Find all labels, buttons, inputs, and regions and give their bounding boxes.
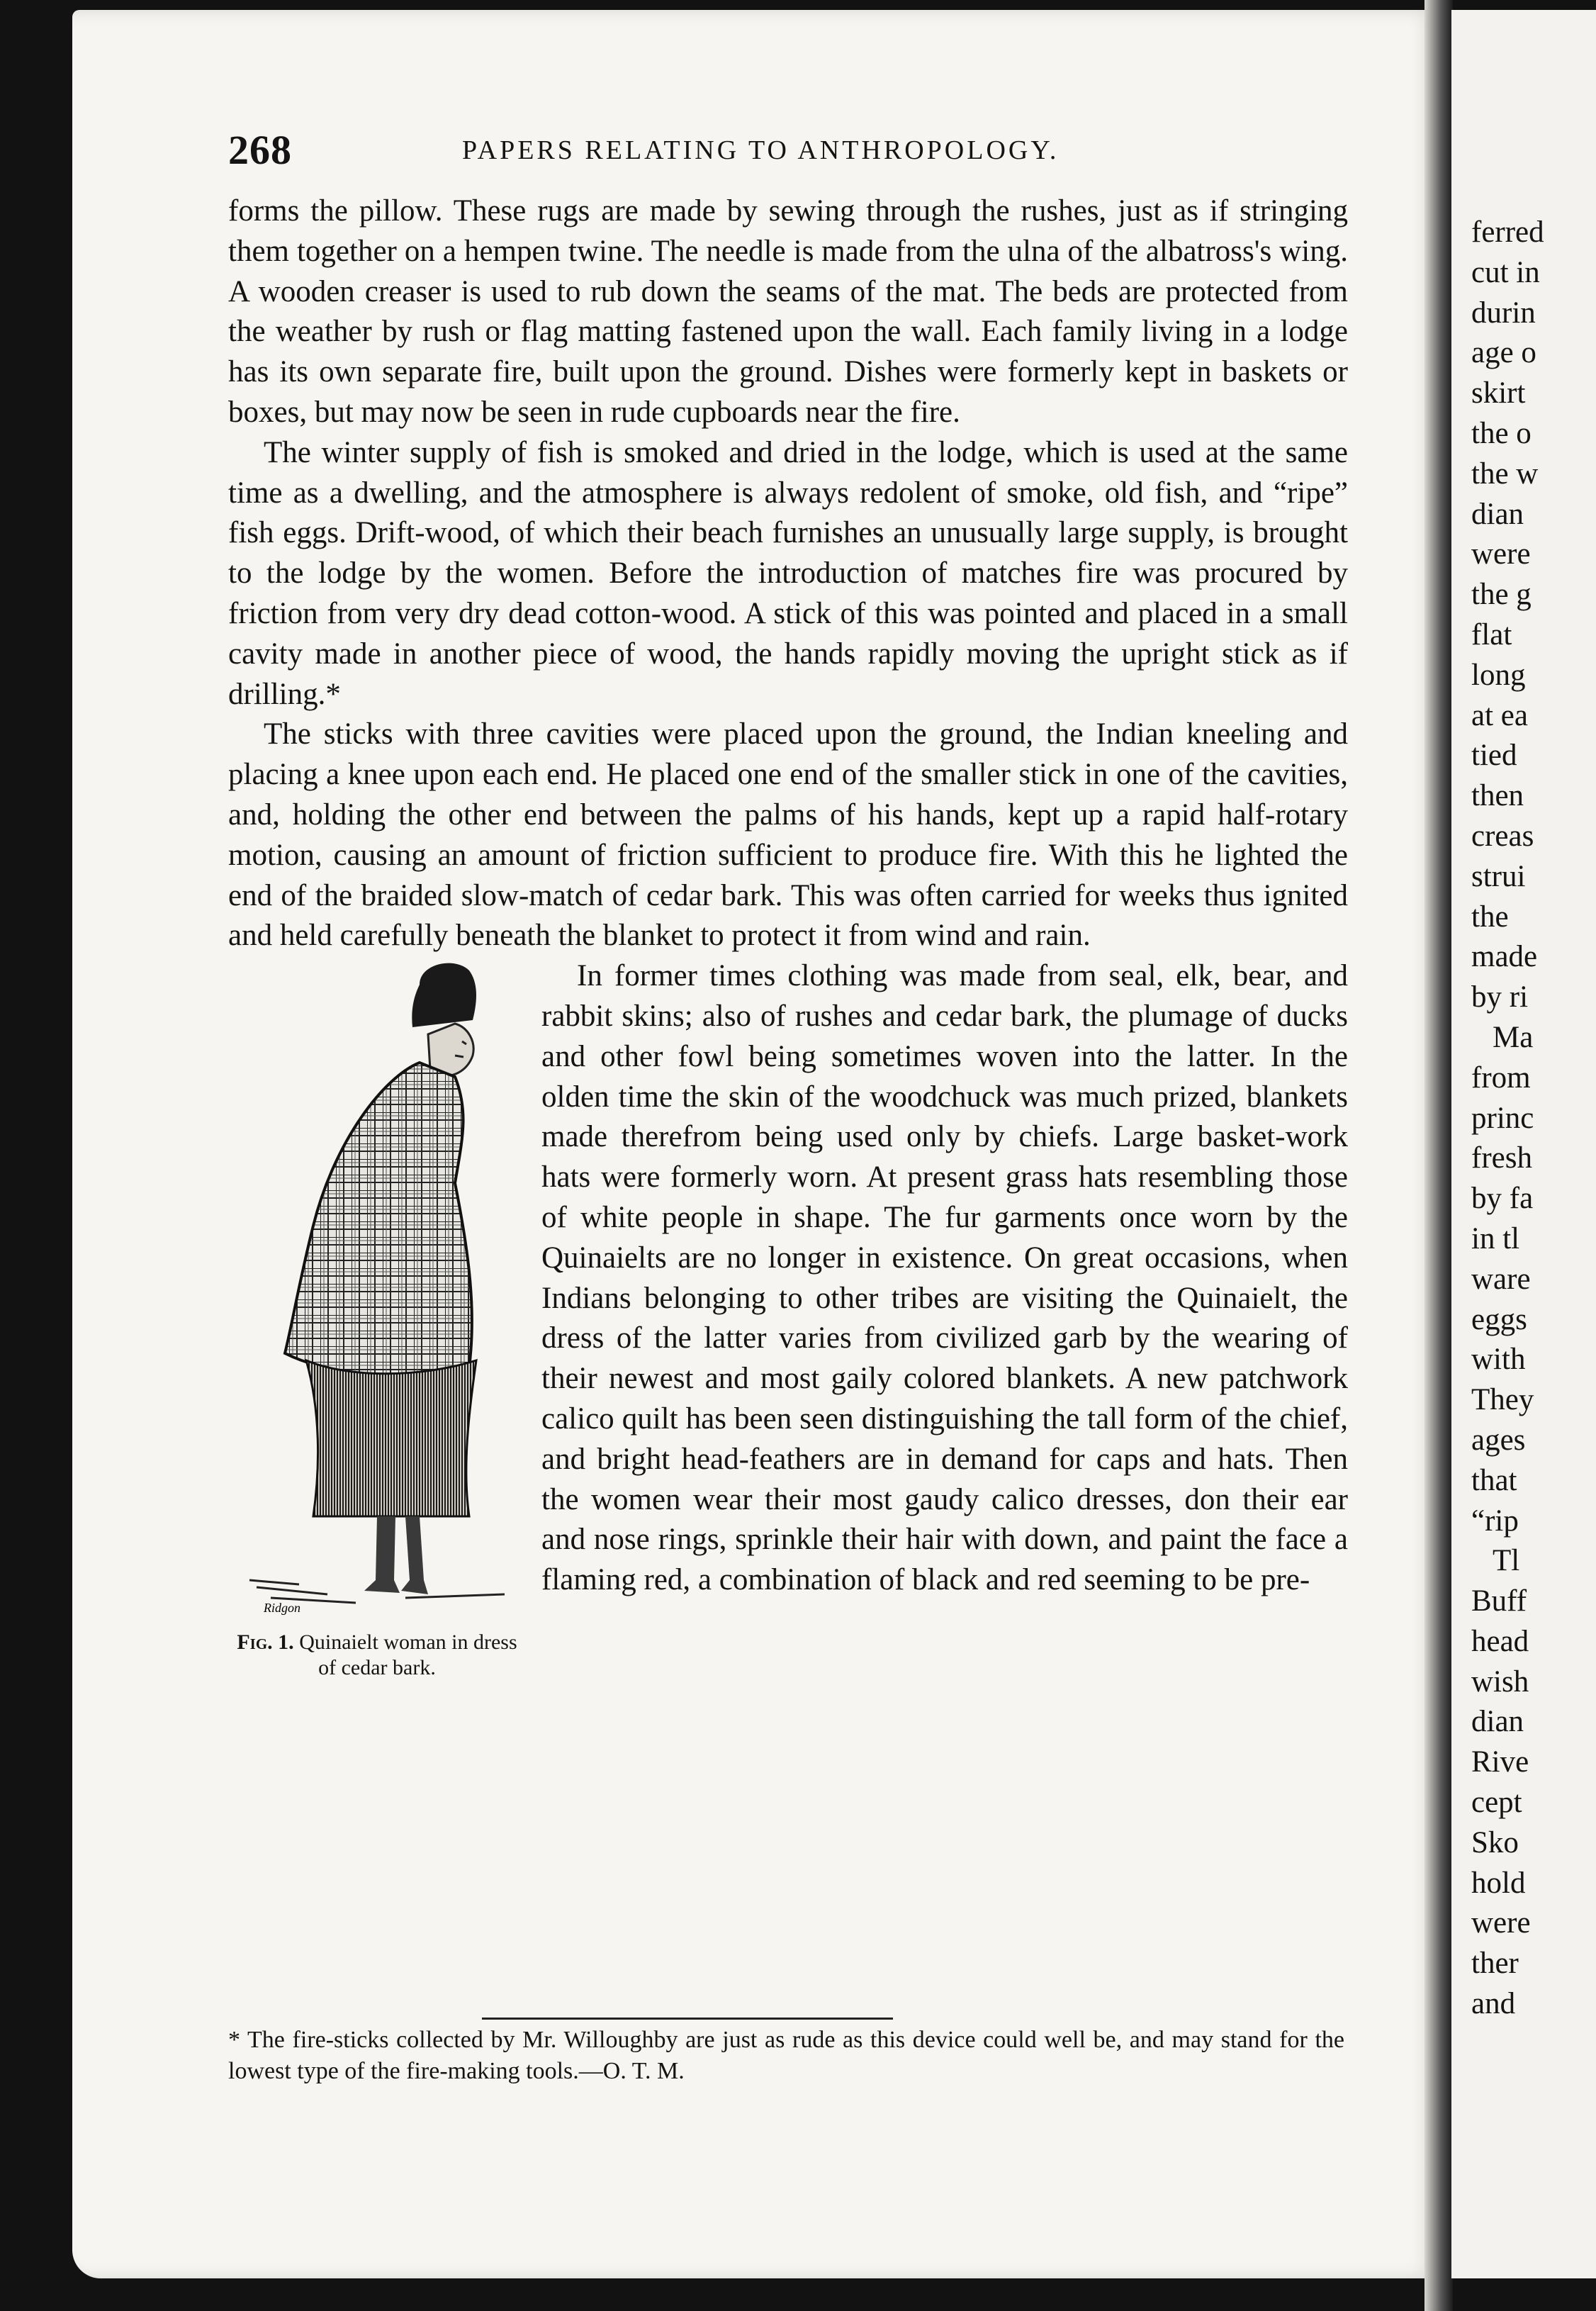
right-page-line: were <box>1471 537 1531 571</box>
right-page-line: then <box>1471 779 1524 813</box>
right-page-line: strui <box>1471 859 1526 893</box>
cedar-bark-skirt <box>306 1360 476 1516</box>
hat-shape <box>412 963 476 1027</box>
right-page-line: the g <box>1471 578 1532 612</box>
right-page-line: the o <box>1471 416 1532 450</box>
paragraph-2: The winter supply of fish is smoked and dried in the lodge, which is used at the same time as a dwelling, and the atmosphere is always redolent of smoke, old fish, and “ripe” fish eggs. Drift-wood, of which their beach furnishes an unusually large supply, is brought to the lodge by the women. Before the introduction of matches fire was procured by friction from very dry dead cotton-wood. A stick of this was pointed and placed in a small cavity made in another piece of wood, the hands rapidly moving the upright stick as if drilling.* <box>228 435 1348 711</box>
running-title: PAPERS RELATING TO ANTHROPOLOGY. <box>462 135 1060 165</box>
running-head <box>228 126 1362 176</box>
right-page-line: the w <box>1471 457 1539 491</box>
right-page-line: dian <box>1471 497 1524 531</box>
quinaielt-woman-illustration <box>242 956 512 1623</box>
body-text <box>228 191 1348 1729</box>
right-page <box>1451 10 1596 2278</box>
legs <box>364 1516 400 1593</box>
right-page-line: in tl <box>1471 1221 1520 1255</box>
right-page-line: fresh <box>1471 1141 1532 1175</box>
right-page-line: “rip <box>1471 1504 1519 1538</box>
right-page-line: ages <box>1471 1423 1526 1457</box>
figure-label: Fig. 1. <box>237 1630 294 1655</box>
right-page-line: by ri <box>1471 980 1529 1014</box>
paragraph-1: forms the pillow. These rugs are made by sewing through the rushes, just as if stringing them together on a hempen twine. The needle is made from the ulna of the albatross's wing. A wooden creaser is used to rub down the seams of the mat. The beds are protected from the weather by rush or flag matting fastened upon the wall. Each family living in a lodge has its own separate fire, built upon the ground. Dishes were formerly kept in baskets or boxes, but may now be seen in rude cupboards near the fire. <box>228 194 1348 429</box>
right-page-line: wish <box>1471 1664 1529 1699</box>
right-page-line: and <box>1471 1987 1516 2021</box>
right-page-line: cut in <box>1471 255 1540 289</box>
right-page-line: Rive <box>1471 1745 1529 1779</box>
right-page-line: skirt <box>1471 376 1526 410</box>
right-page-line: head <box>1471 1624 1529 1658</box>
right-page-line: ferred <box>1471 216 1544 249</box>
figure-1 <box>228 956 526 1729</box>
footnote-rule <box>482 2018 893 2020</box>
right-page-line: were <box>1471 1906 1531 1940</box>
right-page-line: Tl <box>1493 1544 1520 1578</box>
right-page-line: They <box>1471 1383 1534 1417</box>
right-page-text-fragments <box>1471 213 1544 2025</box>
right-page-line: dian <box>1471 1705 1524 1739</box>
book-gutter <box>1424 0 1453 2311</box>
figure-caption <box>228 1630 526 1681</box>
right-page-line: tied <box>1471 739 1517 773</box>
right-page-line: at ea <box>1471 698 1528 732</box>
right-page-line: made <box>1471 940 1538 974</box>
page-number: 268 <box>228 127 292 173</box>
right-page-line: ware <box>1471 1262 1531 1296</box>
right-page-line: Ma <box>1493 1020 1534 1054</box>
right-page-line: by fa <box>1471 1182 1534 1216</box>
right-page-line: age o <box>1471 336 1536 370</box>
blanket-shape <box>285 1063 472 1375</box>
right-page-line: with <box>1471 1343 1526 1377</box>
right-page-line: that <box>1471 1463 1517 1497</box>
right-page-line: princ <box>1471 1101 1534 1135</box>
right-page-line: ther <box>1471 1947 1519 1981</box>
right-page-line: cept <box>1471 1786 1522 1820</box>
right-page-line: from <box>1471 1061 1531 1095</box>
right-page-line: Buff <box>1471 1584 1527 1618</box>
right-page-line: flat <box>1471 617 1512 651</box>
right-page-line: Sko <box>1471 1825 1519 1859</box>
artist-signature: Ridgon <box>264 1601 300 1616</box>
right-page-line: long <box>1471 658 1526 692</box>
right-page-line: eggs <box>1471 1302 1527 1336</box>
right-page-line: creas <box>1471 819 1534 853</box>
footnote: * The fire-sticks collected by Mr. Willoughby are just as rude as this device could well be, and may stand for the lowest type of the fire-making tools.—O. T. M. <box>228 2027 1344 2084</box>
right-page-line: the <box>1471 900 1509 934</box>
right-page-line: hold <box>1471 1866 1526 1900</box>
right-page-line: durin <box>1471 296 1536 330</box>
paragraph-4: In former times clothing was made from seal, elk, bear, and rabbit skins; also of rushes and cedar bark, the plumage of ducks and other fowl being sometimes woven into the latter. In the olden time the skin of the woodchuck was much prized, blankets made therefrom being used only by chiefs. Large basket-work hats were formerly worn. At present grass hats resembling those of white people in shape. The fur garments once worn by the Quinaielts are no longer in existence. On great occasions, when Indians belonging to other tribes are visiting the Quinaielt, the dress of the latter varies from civilized garb by the wearing of their newest and most gaily colored blankets. A new patchwork calico quilt has been seen distinguishing the tall form of the chief, and bright head-feathers are in demand for caps and hats. Then the women wear their most gaudy calico dresses, don their ear and nose rings, sprinkle their hair with down, and paint the face a flaming red, a combination of black and red seeming to be pre- <box>541 959 1348 1597</box>
figure-caption-text: Quinaielt woman in dress of cedar bark. <box>299 1630 517 1680</box>
paragraph-3: The sticks with three cavities were placed upon the ground, the Indian kneeling and placing a knee upon each end. He placed one end of the smaller stick in one of the cavities, and, holding the other end between the palms of his hands, kept up a rapid half-rotary motion, causing an amount of friction sufficient to produce fire. With this he lighted the end of the braided slow-match of cedar bark. This was often carried for weeks thus ignited and held carefully beneath the blanket to protect it from wind and rain. <box>228 717 1348 953</box>
